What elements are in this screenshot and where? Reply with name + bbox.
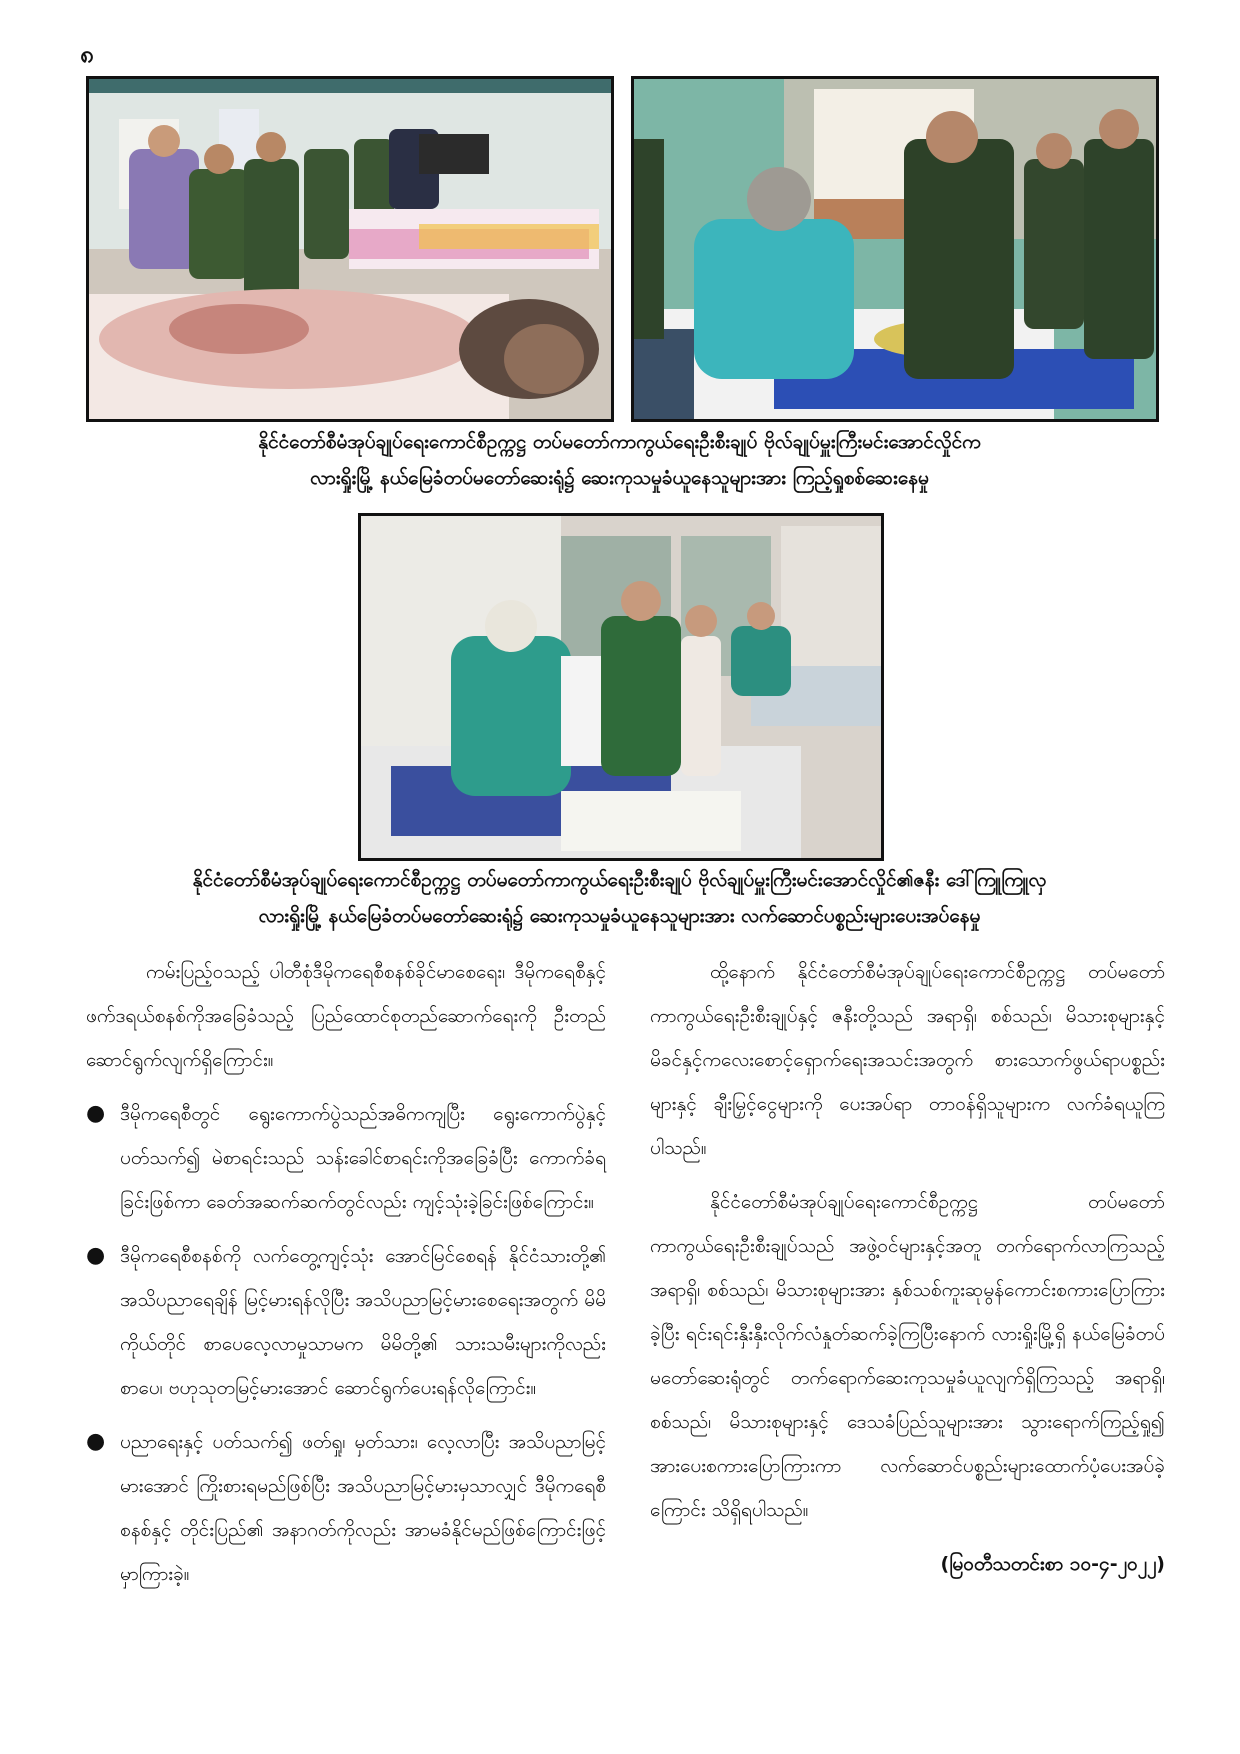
gift-presentation-photo-icon — [361, 516, 881, 858]
caption-line: နိုင်ငံတော်စီမံအုပ်ချုပ်ရေးကောင်စီဥက္ကဋ္ဌ တပ်မတော်ကာကွယ်ရေးဦးစီးချုပ် ဗိုလ်ချုပ်မှူးကြီးမင်းအောင်လှိုင်၏ဇနီး ဒေါ်ကြူကြူလှ — [192, 869, 1047, 891]
page-number: ၈ — [80, 40, 94, 68]
bullet-text: ဒီမိုကရေစီတွင် ရွေးကောက်ပွဲသည်အဓိကကျပြီး ရွေးကောက်ပွဲနှင့်ပတ်သက်၍ မဲစာရင်းသည် သန်းခေါင်စာရင်းကိုအခြေခံပြီး ကောက်ခံရခြင်းဖြစ်ကာ ခေတ်အဆက်ဆက်တွင်လည်း ကျင့်သုံးခဲ့ခြင်းဖြစ်ကြောင်း။ — [120, 1103, 606, 1213]
hospital-ward-photo-icon — [89, 79, 611, 419]
article-paragraph: နိုင်ငံတော်စီမံအုပ်ချုပ်ရေးကောင်စီဥက္ကဋ္ဌ တပ်မတော်ကာကွယ်ရေးဦးစီးချုပ်သည် အဖွဲ့ဝင်များနှင့်အတူ တက်ရောက်လာကြသည့် အရာရှိ၊ စစ်သည်၊ မိသားစုများအား နှစ်သစ်ကူးဆုမွန်ကောင်းစကားပြောကြားခဲ့ပြီး ရင်းရင်းနှီးနှီးလိုက်လံနှုတ်ဆက်ခဲ့ကြပြီးနောက် လားရှိုးမြို့ရှိ နယ်မြေခံတပ်မတော်ဆေးရုံတွင် တက်ရောက်ဆေးကုသမှုခံယူလျက်ရှိကြသည့် အရာရှိ၊ စစ်သည်၊ မိသားစုများနှင့် ဒေသခံပြည်သူများအား သွားရောက်ကြည့်ရှု၍ အားပေးစကားပြောကြားကာ လက်ဆောင်ပစ္စည်းများထောက်ပံ့ပေးအပ်ခဲ့ကြောင်း သိရှိရပါသည်။ — [650, 1191, 1165, 1521]
caption-line: လားရှိုးမြို့ နယ်မြေခံတပ်မတော်ဆေးရုံ၌ ဆေးကုသမှုခံယူနေသူများအား လက်ဆောင်ပစ္စည်းများပေးအပ်နေမှု — [258, 905, 981, 927]
caption-line: နိုင်ငံတော်စီမံအုပ်ချုပ်ရေးကောင်စီဥက္ကဋ္ဌ တပ်မတော်ကာကွယ်ရေးဦးစီးချုပ် ဗိုလ်ချုပ်မှူးကြီးမင်းအောင်လှိုင်က — [258, 431, 981, 453]
photo-gift-presentation — [358, 513, 884, 861]
photo-patient-visit — [631, 76, 1159, 422]
photo-caption-bottom — [86, 862, 1153, 934]
bullet-item — [86, 1234, 606, 1410]
bullet-text: ပညာရေးနှင့် ပတ်သက်၍ ဖတ်ရှု၊ မှတ်သား၊ လေ့လာပြီး အသိပညာမြင့်မားအောင် ကြိုးစားရမည်ဖြစ်ပြီး အသိပညာမြင့်မားမှသာလျှင် ဒီမိုကရေစီစနစ်နှင့် တိုင်းပြည်၏ အနာဂတ်ကိုလည်း အာမခံနိုင်မည်ဖြစ်ကြောင်းဖြင့် မှာကြားခဲ့။ — [120, 1431, 606, 1585]
caption-line: လားရှိုးမြို့ နယ်မြေခံတပ်မတော်ဆေးရုံ၌ ဆေးကုသမှုခံယူနေသူများအား ကြည့်ရှုစစ်ဆေးနေမှု — [310, 467, 929, 489]
article-paragraph: ထို့နောက် နိုင်ငံတော်စီမံအုပ်ချုပ်ရေးကောင်စီဥက္ကဋ္ဌ တပ်မတော်ကာကွယ်ရေးဦးစီးချုပ်နှင့် ဇနီးတို့သည် အရာရှိ၊ စစ်သည်၊ မိသားစုများနှင့် မိခင်နှင့်ကလေးစောင့်ရှောက်ရေးအသင်းအတွက် စားသောက်ဖွယ်ရာပစ္စည်းများနှင့် ချီးမြှင့်ငွေများကို ပေးအပ်ရာ တာဝန်ရှိသူများက လက်ခံရယူကြပါသည်။ — [650, 961, 1165, 1159]
bullet-item — [86, 1420, 606, 1596]
bullet-item — [86, 1092, 606, 1224]
article-column-left — [86, 950, 606, 1606]
bullet-text: ဒီမိုကရေစီစနစ်ကို လက်တွေ့ကျင့်သုံး အောင်မြင်စေရန် နိုင်ငံသားတို့၏ အသိပညာရေချိန် မြင့်မားရန်လိုပြီး အသိပညာမြင့်မားစေရေးအတွက် မိမိကိုယ်တိုင် စာပေလေ့လာမှုသာမက မိမိတို့၏ သားသမီးများကိုလည်း စာပေ၊ ဗဟုသုတမြင့်မားအောင် ဆောင်ရွက်ပေးရန်လိုကြောင်း။ — [120, 1245, 606, 1399]
bullet-dot-icon: ● — [86, 1243, 106, 1268]
hospital-visit-photo-icon — [634, 79, 1156, 419]
photo-caption-top — [86, 424, 1153, 496]
photo-ward-inspection — [86, 76, 614, 422]
source-citation: (မြဝတီသတင်းစာ ၁၀-၄-၂၀၂၂) — [940, 1553, 1165, 1575]
bullet-dot-icon: ● — [86, 1101, 106, 1126]
article-column-right — [650, 950, 1165, 1586]
article-paragraph: ကမ်းပြည့်ဝသည့် ပါတီစုံဒီမိုကရေစီစနစ်ခိုင်မာစေရေး၊ ဒီမိုကရေစီနှင့် ဖက်ဒရယ်စနစ်ကိုအခြေခံသည့် ပြည်ထောင်စုတည်ဆောက်ရေးကို ဦးတည်ဆောင်ရွက်လျက်ရှိကြောင်း။ — [86, 961, 606, 1071]
bullet-dot-icon: ● — [86, 1429, 106, 1454]
